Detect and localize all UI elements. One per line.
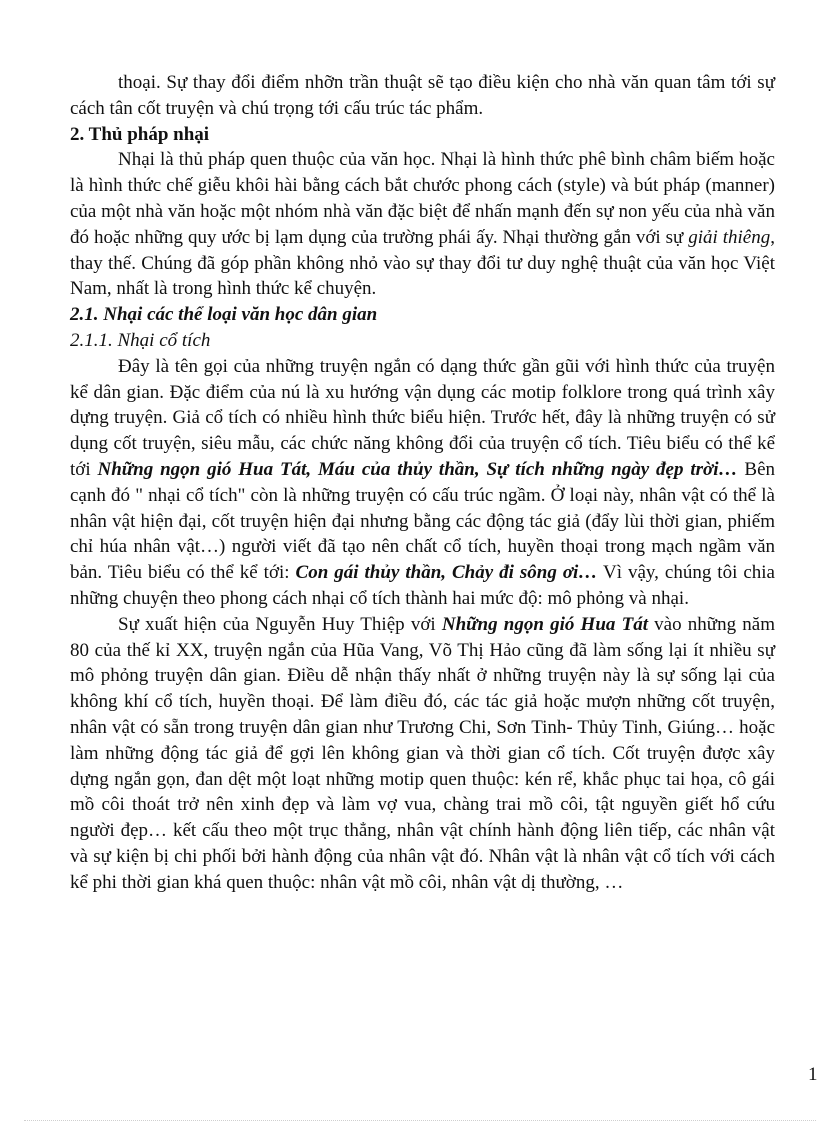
sub-subsection-heading: 2.1.1. Nhại cổ tích <box>70 329 211 351</box>
document-body <box>70 70 775 896</box>
paragraph-text: thoại. Sự thay đổi điểm nhỡn trần thuật sẽ tạo điều kiện cho nhà văn quan tâm tới sự cách tân cốt truyện và chú trọng tới cấu trúc tác phẩm. <box>70 72 775 119</box>
paragraph-text: Sự xuất hiện của Nguyễn Huy Thiệp với <box>118 613 442 635</box>
paragraph-text: Bên cạnh đó " nhại cổ tích" còn là những truyện có cấu trúc ngầm. Ở loại này, nhân vật có thể là nhân vật hiện đại, cốt truyện hiện đại nhưng bằng các động tác giả (đẩy lùi thời gian, phiếm chỉ húa nhân vật…) người viết đã tạo nên chất cổ tích, huyền thoại trong mạch ngầm văn bản. Tiêu biểu có thể kể tới: <box>70 458 775 584</box>
paragraph-fairy-tale-parody <box>70 354 775 612</box>
page-footer-divider <box>24 1120 816 1121</box>
work-title: Những ngọn gió Hua Tát <box>441 613 648 635</box>
paragraph-text: Nhại là thủ pháp quen thuộc của văn học. Nhại là hình thức phê bình châm biếm hoặc là hình thức chế giễu khôi hài bằng cách bắt chước phong cách (style) và bút pháp (manner) của một nhà văn hoặc một nhóm nhà văn đặc biệt để nhấn mạnh đến sự non yếu của nhà văn đó hoặc những quy ước bị lạm dụng của trường phái ấy. Nhại thường gắn với sự <box>70 149 775 248</box>
paragraph-parody-definition <box>70 147 775 302</box>
paragraph-text: , thay thế. Chúng đã góp phần không nhỏ vào sự thay đổi tư duy nghệ thuật của văn học Việt Nam, nhất là trong hình thức kể chuyện. <box>70 226 775 300</box>
paragraph-nguyen-huy-thiep <box>70 612 775 896</box>
paragraph-text: vào những năm 80 của thế kỉ XX, truyện ngắn của Hũa Vang, Võ Thị Hảo cũng đã làm sống lại ít nhiều sự mô phỏng truyện dân gian. Điều dễ nhận thấy nhất ở những truyện này là sự sống lại của không khí cổ tích, huyền thoại. Để làm điều đó, các tác giả hoặc mượn những cốt truyện, nhân vật có sẵn trong truyện dân gian như Trương Chi, Sơn Tinh- Thủy Tinh, Giúng… hoặc làm những động tác giả để gợi lên không gian và thời gian cổ tích. Cốt truyện được xây dựng ngắn gọn, đan dệt một loạt những motip quen thuộc: kén rể, khắc phục tai họa, cô gái mồ côi thoát trở nên xinh đẹp và làm vợ vua, chàng trai mồ côi, tật nguyền giết hổ cứu người đẹp… kết cấu theo một trục thẳng, nhân vật chính hành động liên tiếp, các nhân vật và sự kiện bị chi phối bởi hành động của nhân vật đó. Nhân vật là nhân vật cổ tích với cách kể phi thời gian khá quen thuộc: nhân vật mồ côi, nhân vật dị thường, … <box>70 613 775 893</box>
work-titles: Con gái thủy thần, Chảy đi sông ơi… <box>295 562 598 584</box>
paragraph-text: Vì vậy, chúng tôi chia những chuyện theo phong cách nhại cổ tích thành hai mức độ: mô phỏng và nhại. <box>70 562 775 609</box>
work-titles: Những ngọn gió Hua Tát, Máu của thủy thần, Sự tích những ngày đẹp trời… <box>97 458 738 480</box>
paragraph-continuation <box>70 70 775 122</box>
paragraph-text: Đây là tên gọi của những truyện ngắn có dạng thức gần gũi với hình thức của truyện kể dân gian. Đặc điểm của nú là xu hướng vận dụng các motip folklore trong quá trình xây dựng truyện. Giả cổ tích có nhiều hình thức biểu hiện. Trước hết, đây là những truyện có sử dụng cốt truyện, siêu mẫu, các chức năng không đổi của truyện cổ tích. Tiêu biểu có thể kể tới <box>70 355 775 480</box>
page-number: 1 <box>808 1064 818 1085</box>
emphasis-text: giải thiêng <box>688 226 771 248</box>
subsection-heading: 2.1. Nhại các thể loại văn học dân gian <box>70 304 378 326</box>
section-heading: 2. Thủ pháp nhại <box>70 123 210 145</box>
